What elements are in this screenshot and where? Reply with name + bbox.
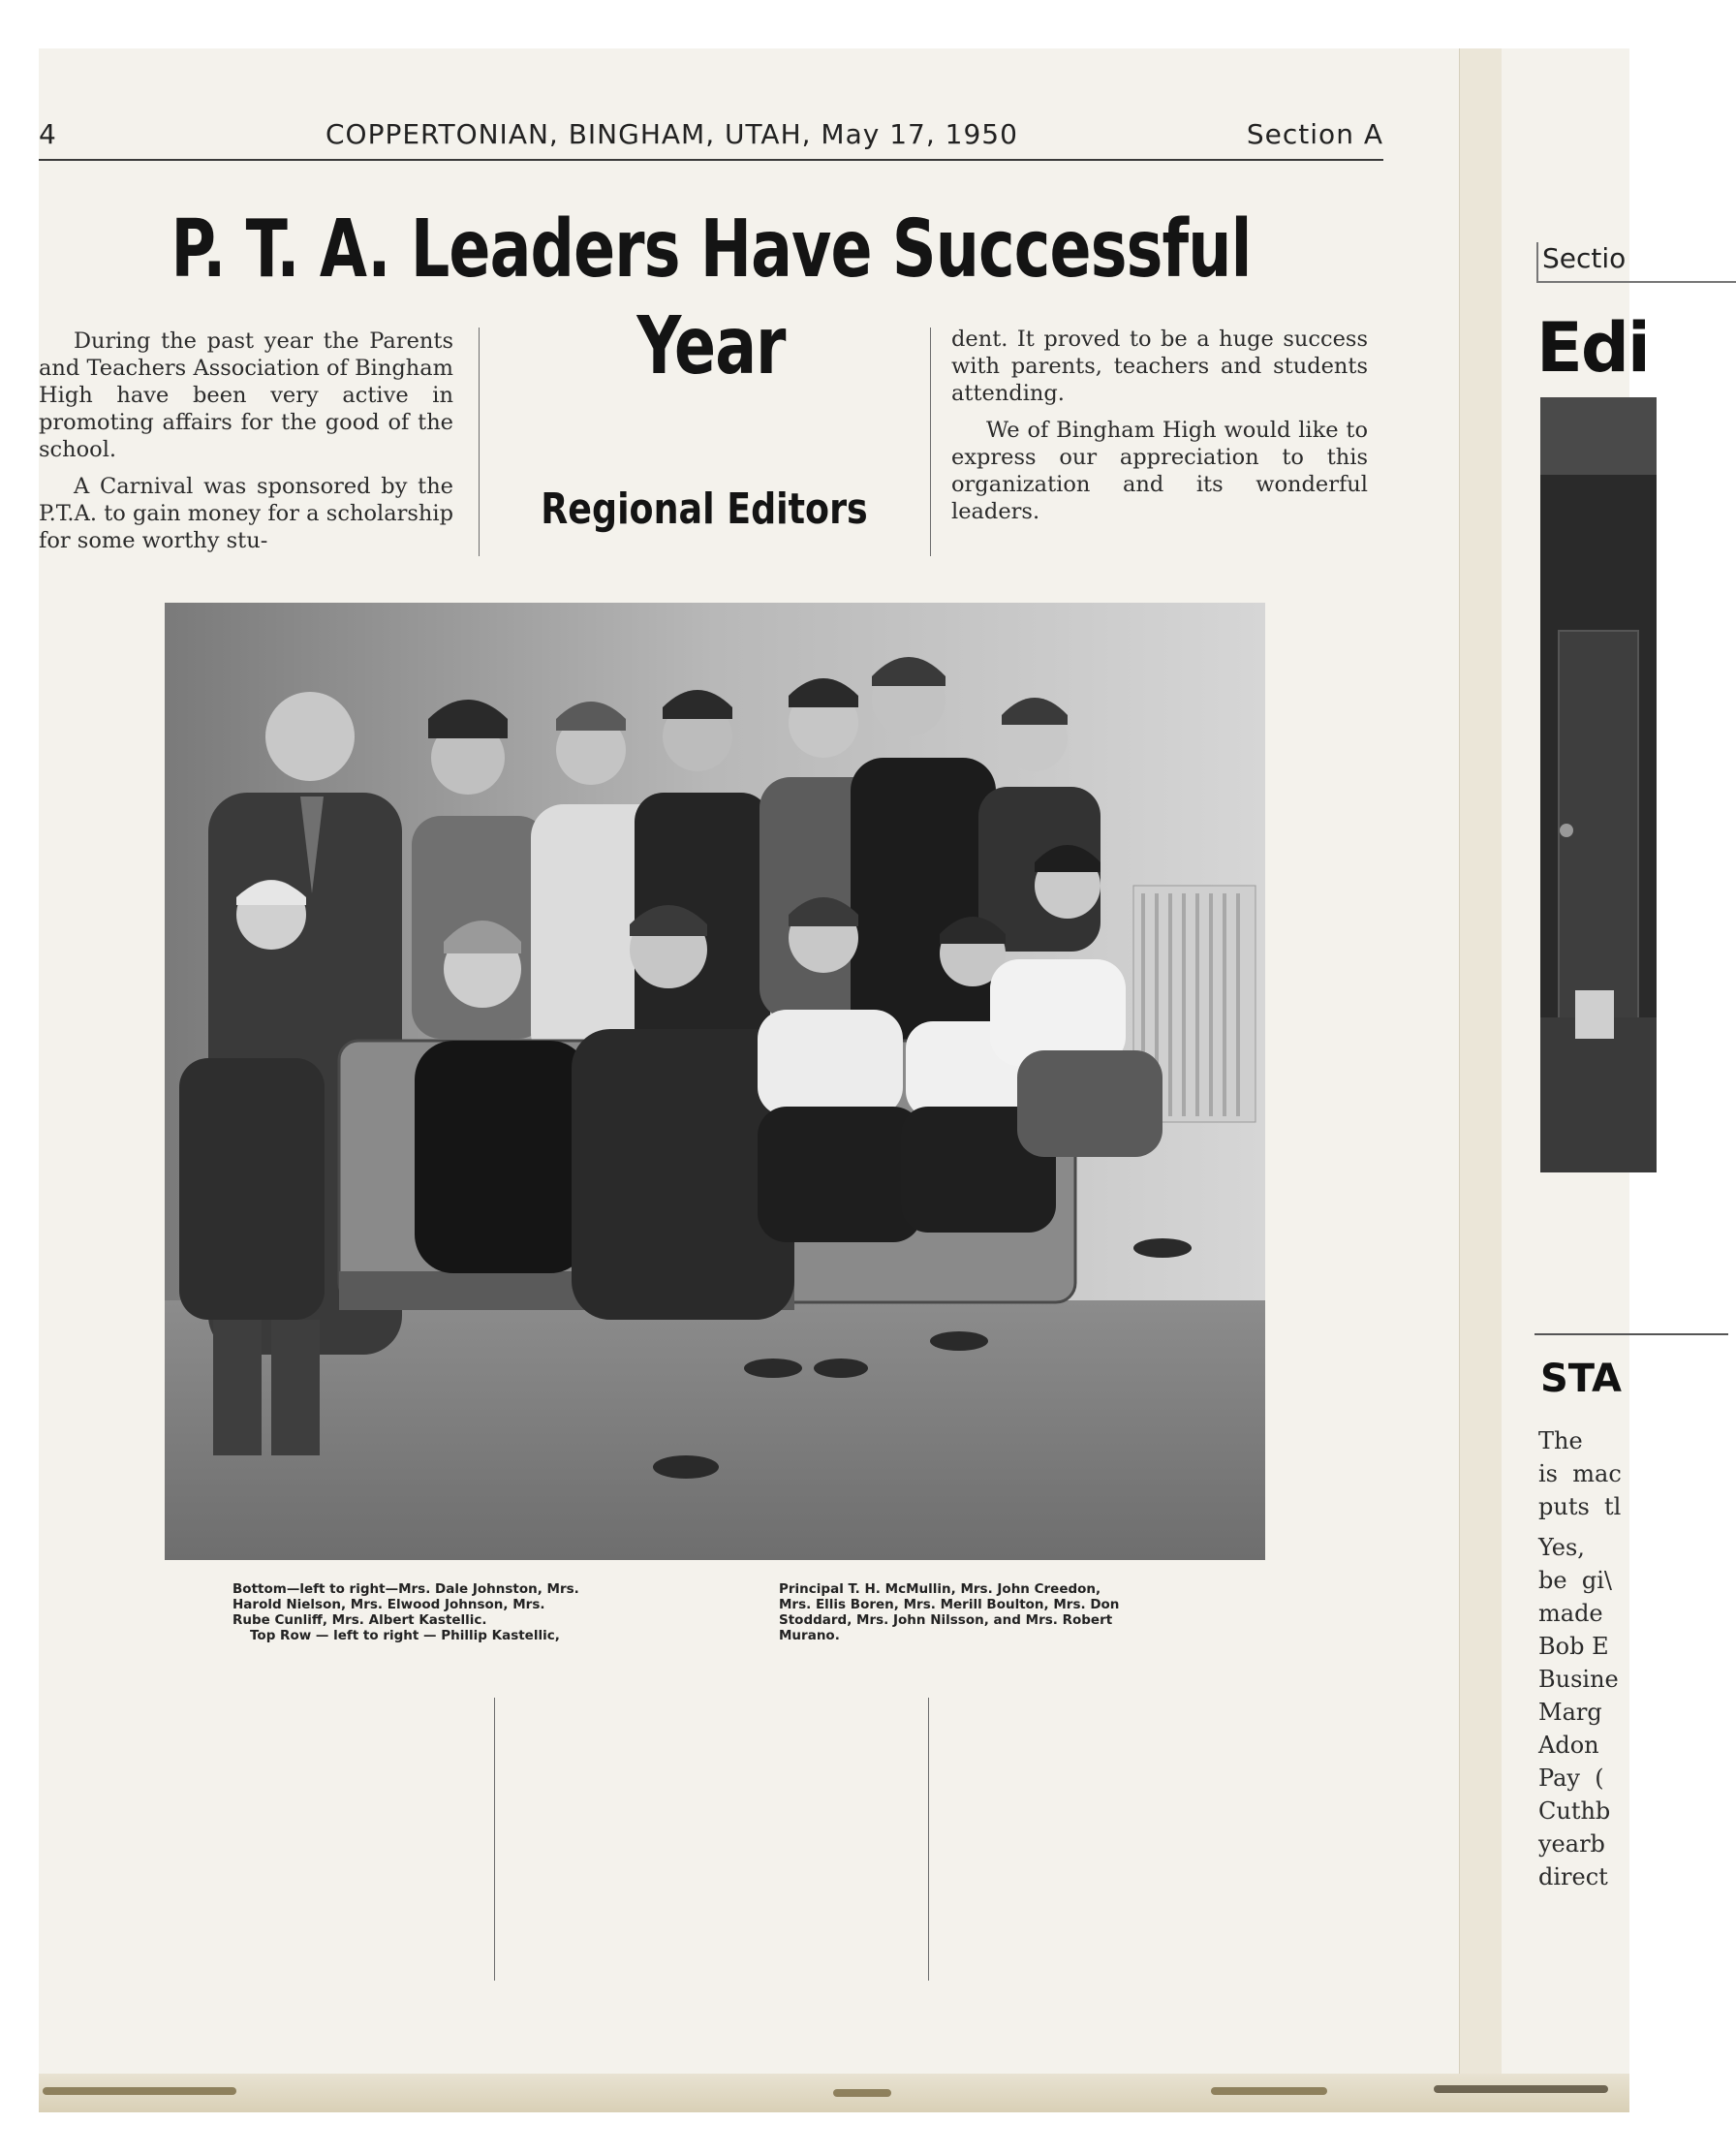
adjacent-subhead: STA — [1540, 1357, 1622, 1401]
adjacent-text-line: made — [1538, 1600, 1603, 1627]
woman-seated-1 — [415, 1041, 589, 1273]
adjacent-text-line: Cuthb — [1538, 1797, 1611, 1825]
adjacent-photo-floor — [1540, 1017, 1657, 1172]
adjacent-text-line: Bob E — [1538, 1633, 1609, 1660]
article-paragraph: dent. It proved to be a huge success with parents, teachers and students attending. — [951, 327, 1368, 406]
adjacent-text-line: yearb — [1538, 1830, 1605, 1858]
adjacent-text-line: direct — [1538, 1863, 1608, 1890]
woman-seated-3 — [758, 1010, 903, 1116]
article-left-column — [39, 328, 453, 564]
publication-line: COPPERTONIAN, BINGHAM, UTAH, May 17, 1950 — [326, 118, 1018, 150]
stain — [43, 2087, 236, 2095]
adjacent-text-line: The — [1538, 1427, 1583, 1454]
caption-line: Mrs. Ellis Boren, Mrs. Merill Boulton, Mrs. Don — [779, 1597, 1120, 1612]
article-paragraph: A Carnival was sponsored by the P.T.A. to gain money for a scholarship for some worthy stu- — [39, 474, 453, 553]
article-headline: P. T. A. Leaders Have Successful Year — [170, 203, 1252, 392]
stain — [833, 2089, 891, 2097]
caption-line: Rube Cunliff, Mrs. Albert Kastellic. — [232, 1612, 487, 1628]
woman-seated-5 — [990, 959, 1126, 1066]
regional-editors-heading: Regional Editors — [541, 484, 868, 534]
adjacent-photo-clipping — [1575, 990, 1614, 1039]
adjacent-text-line: is mac — [1538, 1460, 1622, 1487]
article-paragraph: During the past year the Parents and Teachers Association of Bingham High have been very active in promoting affairs for the good of the school. — [39, 328, 453, 462]
woman-top-5 — [851, 758, 996, 1048]
stain — [1434, 2085, 1608, 2093]
group-photograph — [165, 603, 1265, 1560]
caption-line: Harold Nielson, Mrs. Elwood Johnson, Mrs. — [232, 1597, 545, 1612]
adjacent-photo — [1540, 397, 1657, 1172]
photo-caption-left — [232, 1581, 649, 1643]
adjacent-text-line: be gi\ — [1538, 1567, 1612, 1594]
adjacent-text — [1538, 1424, 1732, 1893]
adjacent-text-line: Pay ( — [1538, 1765, 1604, 1792]
caption-line: Top Row — left to right — Phillip Kastellic, — [250, 1628, 560, 1643]
stain — [1211, 2087, 1327, 2095]
adjacent-rule — [1534, 1333, 1728, 1335]
article-right-column — [951, 326, 1368, 535]
caption-line: Murano. — [779, 1628, 840, 1643]
page-bottom-edge — [39, 2074, 1629, 2112]
adjacent-section-label: Sectio — [1536, 242, 1736, 283]
article-paragraph: We of Bingham High would like to express our appreciation to this organization and its wonderful leaders. — [951, 418, 1368, 524]
caption-line: Principal T. H. McMullin, Mrs. John Creedon, — [779, 1581, 1101, 1597]
section-label: Section A — [1246, 118, 1383, 150]
adjacent-page — [1502, 48, 1649, 2074]
adjacent-photo-wall — [1540, 397, 1657, 475]
adjacent-text-line: Adon — [1538, 1732, 1599, 1759]
adjacent-text-line: puts tl — [1538, 1493, 1622, 1520]
boy — [179, 1058, 325, 1320]
photo-caption-right — [779, 1581, 1195, 1643]
adjacent-text-line: Marg — [1538, 1699, 1602, 1726]
column-divider — [494, 1698, 495, 1981]
adjacent-photo-doorknob — [1560, 824, 1573, 837]
adjacent-headline: Edi — [1536, 308, 1649, 388]
caption-line: Bottom—left to right—Mrs. Dale Johnston, Mrs. — [232, 1581, 579, 1597]
binding-spine — [1459, 48, 1503, 2112]
adjacent-text-line: Yes, — [1538, 1534, 1585, 1561]
page-header — [39, 116, 1383, 161]
column-divider — [930, 328, 931, 556]
page-number: 4 — [39, 118, 56, 150]
face — [265, 692, 355, 781]
adjacent-text-line: Busine — [1538, 1666, 1619, 1693]
column-divider — [479, 328, 480, 556]
caption-line: Stoddard, Mrs. John Nilsson, and Mrs. Robert — [779, 1612, 1113, 1628]
column-divider — [928, 1698, 929, 1981]
